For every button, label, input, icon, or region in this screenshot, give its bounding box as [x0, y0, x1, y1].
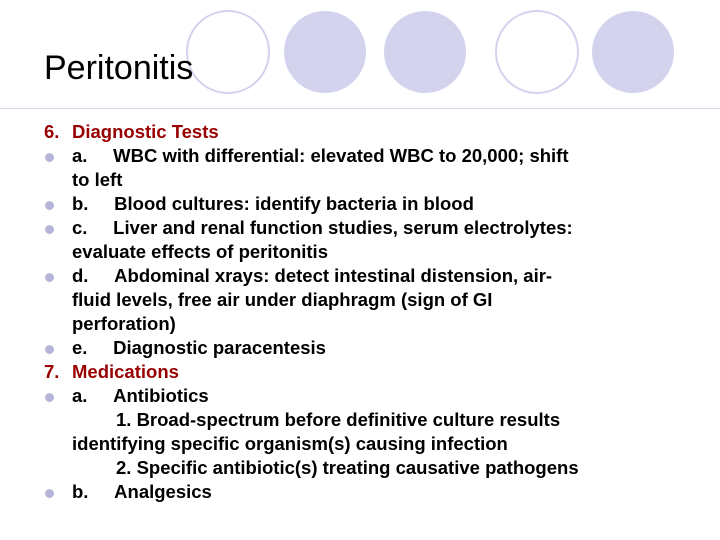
sub-item: 2. Specific antibiotic(s) treating causative pathogens [116, 457, 579, 478]
item-text: Antibiotics [113, 385, 209, 406]
item-text: Blood cultures: identify bacteria in blood [114, 193, 474, 214]
item-continuation: to left [72, 169, 123, 190]
item-label: e. [72, 337, 88, 358]
bullet-icon [45, 153, 54, 162]
sub-item-continuation: identifying specific organism(s) causing infection [72, 433, 508, 454]
sub-item: 1. Broad-spectrum before definitive culture results [116, 409, 561, 430]
list-item [44, 144, 684, 192]
section-number: 6. [44, 121, 60, 142]
list-item [44, 216, 684, 264]
item-label: c. [72, 217, 88, 238]
list-item [44, 192, 684, 216]
outline-circle [496, 11, 578, 93]
bullet-icon [45, 273, 54, 282]
filled-circle [284, 11, 366, 93]
item-label: a. [72, 385, 88, 406]
filled-circle [592, 11, 674, 93]
title-divider [0, 108, 720, 109]
item-text: Analgesics [114, 481, 212, 502]
section-heading [44, 360, 684, 384]
section-heading [44, 120, 684, 144]
item-text: Abdominal xrays: detect intestinal distension, air- [114, 265, 553, 286]
list-item [44, 384, 684, 480]
item-text: Diagnostic paracentesis [113, 337, 326, 358]
item-continuation: perforation) [72, 313, 176, 334]
bullet-icon [45, 201, 54, 210]
outline-circle [187, 11, 269, 93]
section-number: 7. [44, 361, 60, 382]
list-item [44, 480, 684, 504]
slide-title: Peritonitis [44, 49, 194, 87]
bullet-icon [45, 345, 54, 354]
slide-body [44, 120, 684, 504]
item-label: b. [72, 481, 89, 502]
item-label: b. [72, 193, 89, 214]
bullet-icon [45, 489, 54, 498]
item-text: WBC with differential: elevated WBC to 20,000; shift [113, 145, 569, 166]
section-title: Diagnostic Tests [72, 121, 219, 142]
item-text: Liver and renal function studies, serum electrolytes: [113, 217, 573, 238]
item-continuation: fluid levels, free air under diaphragm (sign of GI [72, 289, 493, 310]
section-title: Medications [72, 361, 179, 382]
list-item [44, 336, 684, 360]
bullet-icon [45, 393, 54, 402]
bullet-icon [45, 225, 54, 234]
item-label: d. [72, 265, 89, 286]
item-continuation: evaluate effects of peritonitis [72, 241, 328, 262]
filled-circle [384, 11, 466, 93]
list-item [44, 264, 684, 336]
item-label: a. [72, 145, 88, 166]
